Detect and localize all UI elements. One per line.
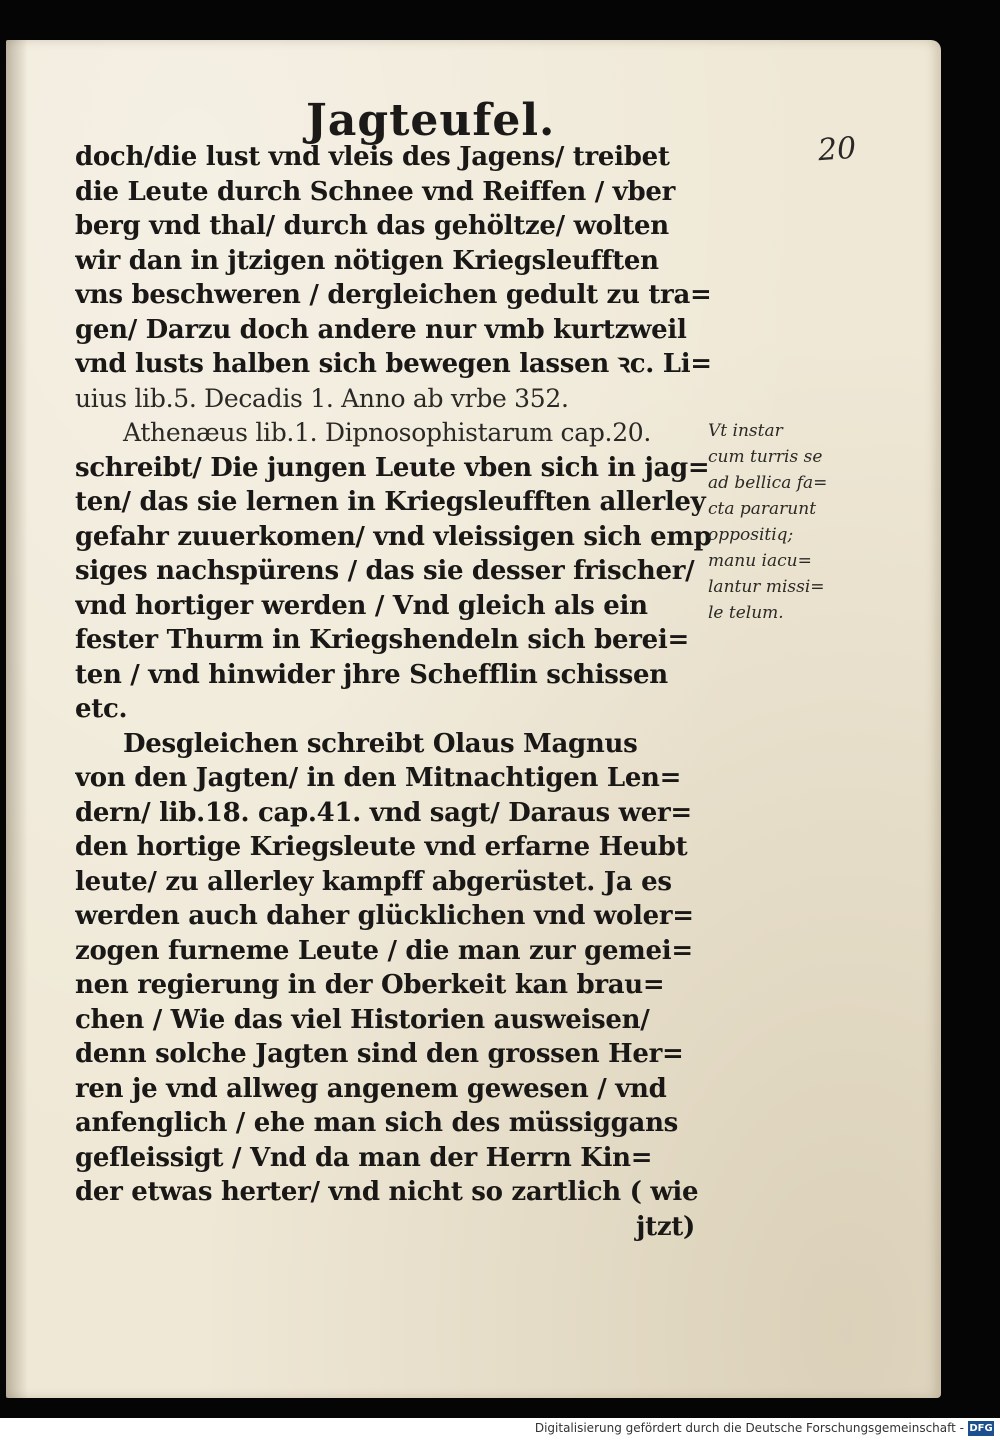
margin-note-line: cum turris se xyxy=(708,447,823,467)
text-line: Desgleichen schreibt Olaus Magnus xyxy=(123,728,638,759)
text-line: leute/ zu allerley kampff abgerüstet. Ja es xyxy=(75,866,672,897)
text-line: vns beschweren / dergleichen gedult zu tra= xyxy=(75,280,712,310)
text-line: wir dan in jtzigen nötigen Kriegsleufften xyxy=(75,245,659,276)
text-line: dern/ lib.18. cap.41. vnd sagt/ Daraus wer= xyxy=(75,797,692,828)
text-line: den hortige Kriegsleute vnd erfarne Heubt xyxy=(75,832,688,862)
margin-note-line: Vt instar xyxy=(708,421,783,441)
text-line: ten / vnd hinwider jhre Schefflin schissen xyxy=(75,659,668,690)
text-line: uius lib.5. Decadis 1. Anno ab vrbe 352. xyxy=(75,383,569,413)
margin-note-line: le telum. xyxy=(708,603,784,623)
text-line: schreibt/ Die jungen Leute vben sich in jag= xyxy=(75,452,710,483)
text-line: vnd hortiger werden / Vnd gleich als ein xyxy=(75,590,648,621)
text-line: denn solche Jagten sind den grossen Her= xyxy=(75,1039,684,1069)
text-line: der etwas herter/ vnd nicht so zartlich ( wie xyxy=(75,1177,699,1207)
footer-bar xyxy=(0,1418,1000,1440)
text-line: fester Thurm in Kriegshendeln sich berei= xyxy=(75,625,689,655)
text-line: gefahr zuuerkomen/ vnd vleissigen sich emp xyxy=(75,521,712,552)
margin-note-line: lantur missi= xyxy=(708,577,825,597)
text-line: doch/die lust vnd vleis des Jagens/ treibet xyxy=(75,142,670,172)
text-line: von den Jagten/ in den Mitnachtigen Len= xyxy=(75,763,682,793)
text-line: ten/ das sie lernen in Kriegsleufften allerley xyxy=(75,487,706,517)
running-header: Jagteufel. xyxy=(306,95,556,146)
margin-note-line: oppositiq; xyxy=(708,525,794,545)
text-line: ren je vnd allweg angenem gewesen / vnd xyxy=(75,1073,667,1104)
text-line: jtzt) xyxy=(636,1211,695,1242)
folio-number: 20 xyxy=(816,130,858,169)
margin-note-line: manu iacu= xyxy=(708,551,812,571)
text-line: vnd lusts halben sich bewegen lassen ꝛc. Li= xyxy=(75,349,712,379)
marginal-note xyxy=(708,418,848,626)
text-line: anfenglich / ehe man sich des müssiggans xyxy=(75,1108,679,1138)
text-line: werden auch daher glücklichen vnd woler= xyxy=(75,901,694,931)
text-line: chen / Wie das viel Historien ausweisen/ xyxy=(75,1004,650,1035)
page-edge-stain xyxy=(6,40,28,1398)
text-line: die Leute durch Schnee vnd Reiffen / vber xyxy=(75,176,676,207)
text-line: gefleissigt / Vnd da man der Herrn Kin= xyxy=(75,1142,653,1173)
dfg-logo: DFG xyxy=(969,1423,993,1434)
text-line: nen regierung in der Oberkeit kan brau= xyxy=(75,970,665,1000)
margin-note-line: cta pararunt xyxy=(708,499,817,519)
margin-note-line: ad bellica fa= xyxy=(708,473,828,493)
funding-notice: Digitalisierung gefördert durch die Deutsche Forschungsgemeinschaft - xyxy=(534,1421,964,1435)
text-line: berg vnd thal/ durch das gehöltze/ wolten xyxy=(75,211,669,241)
text-line: etc. xyxy=(75,694,128,724)
text-line: zogen furneme Leute / die man zur gemei= xyxy=(75,935,693,966)
text-line: siges nachspürens / das sie desser frischer/ xyxy=(75,556,695,586)
main-text-block xyxy=(75,140,715,1244)
text-line: Athenæus lib.1. Dipnosophistarum cap.20. xyxy=(123,418,652,447)
text-line: gen/ Darzu doch andere nur vmb kurtzweil xyxy=(75,314,687,345)
